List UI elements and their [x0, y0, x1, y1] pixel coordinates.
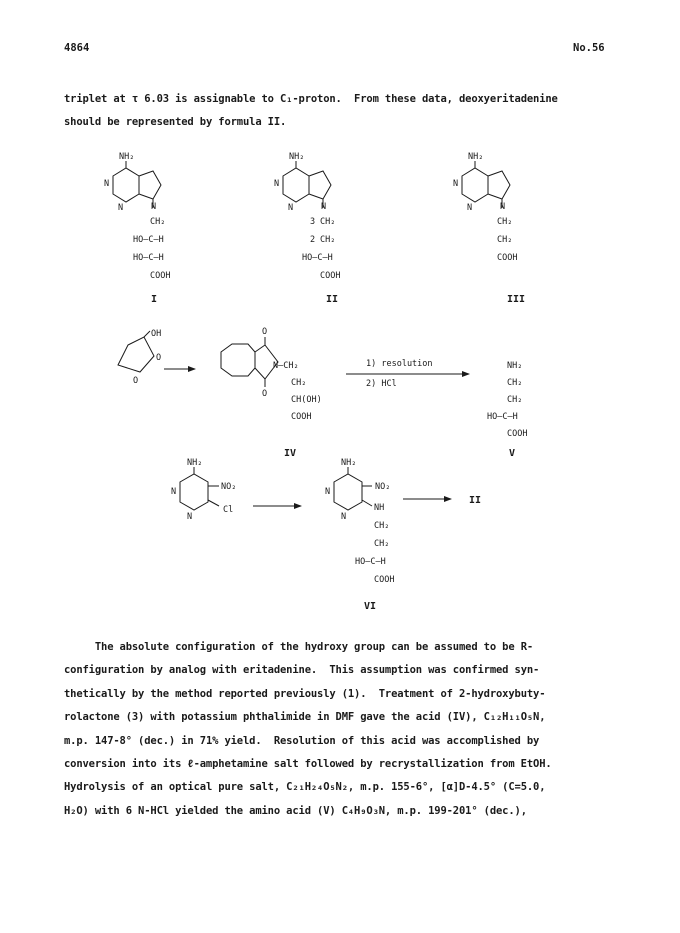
purine-ring-I — [113, 161, 161, 208]
chain-IV-c3: CH(OH) — [291, 395, 322, 405]
chain-VI-c3: CH₂ — [374, 539, 390, 549]
amino-label: NH₂ — [341, 458, 357, 468]
compound-label-IV: IV — [284, 448, 297, 459]
lactone-ring — [118, 331, 154, 372]
ring-nitrogen: N — [171, 487, 177, 497]
body-line: H₂O) with 6 N-HCl yielded the amino acid (V) C₄H₉O₃N, m.p. 199-201° (dec.), — [64, 804, 527, 817]
chain-IV-n: N–CH₂ — [273, 361, 299, 371]
ring-nitrogen: N — [500, 202, 506, 212]
chain-IV-c2: CH₂ — [291, 378, 307, 388]
body-line: The absolute configuration of the hydroxy group can be assumed to be R- — [64, 641, 534, 653]
body-line: Hydrolysis of an optical pure salt, C₂₁H₂₄O₅N₂, m.p. 155-6°, [α]D-4.5° (C=5.0, — [64, 781, 546, 794]
hydroxy-label: OH — [151, 329, 162, 339]
journal-issue: No.56 — [573, 42, 605, 54]
intro-line: should be represented by formula II. — [64, 116, 287, 129]
chain-II-c1: CH₂ — [320, 217, 336, 227]
compound-label-II: II — [326, 294, 339, 305]
ring-nitrogen: N — [341, 512, 347, 522]
ring-nitrogen: N — [187, 512, 193, 522]
chain-II-locant-2: 2 — [310, 235, 316, 245]
body-line: m.p. 147-8° (dec.) in 71% yield. Resolution of this acid was accomplished by — [64, 734, 540, 747]
intro-line: triplet at τ 6.03 is assignable to C₁-proton. From these data, deoxyeritadenine — [64, 93, 558, 105]
phthalimide-ring — [221, 337, 278, 387]
chain-I-c3: HO–C–H — [133, 253, 164, 263]
body-line: configuration by analog with eritadenine. This assumption was confirmed syn- — [64, 664, 540, 677]
chain-VI-nh: NH — [374, 503, 385, 513]
pyrimidine-ring-chloro — [180, 467, 219, 510]
body-line: conversion into its ℓ-amphetamine salt followed by recrystallization from EtOH. — [64, 758, 552, 771]
chain-I-c1: CH₂ — [150, 217, 166, 227]
ring-nitrogen: N — [118, 203, 124, 213]
compound-label-III: III — [507, 294, 526, 305]
imide-oxygen: O — [262, 327, 268, 337]
chain-VI-c4: HO–C–H — [355, 557, 386, 567]
ring-nitrogen: N — [151, 202, 157, 212]
compound-label-VI: VI — [364, 601, 377, 612]
ring-nitrogen: N — [325, 487, 331, 497]
amino-label: NH₂ — [468, 152, 484, 162]
amino-label: NH₂ — [187, 458, 203, 468]
chain-III-cooh: COOH — [497, 253, 518, 263]
ring-nitrogen: N — [321, 202, 327, 212]
chain-II-cooh: COOH — [320, 271, 341, 281]
chain-V-c2: CH₂ — [507, 378, 523, 388]
amino-label: NH₂ — [289, 152, 305, 162]
nitro-label: NO₂ — [221, 482, 237, 492]
imide-oxygen: O — [262, 389, 268, 399]
page-number: 4864 — [64, 42, 90, 54]
ring-oxygen: O — [133, 376, 139, 386]
chain-III-c1: CH₂ — [497, 217, 513, 227]
chain-V-nh2: NH₂ — [507, 361, 523, 371]
chain-III-c2: CH₂ — [497, 235, 513, 245]
ring-nitrogen: N — [104, 179, 110, 189]
chain-II-c2: CH₂ — [320, 235, 336, 245]
chain-II-locant-3: 3 — [310, 217, 316, 227]
ring-nitrogen: N — [288, 203, 294, 213]
carbonyl-oxygen: O — [156, 353, 162, 363]
chain-V-c3: CH₂ — [507, 395, 523, 405]
chain-I-c2: HO–C–H — [133, 235, 164, 245]
reagent-step-2: 2) HCl — [366, 379, 397, 389]
chain-VI-cooh: COOH — [374, 575, 395, 585]
ring-nitrogen: N — [274, 179, 280, 189]
chain-VI-c2: CH₂ — [374, 521, 390, 531]
body-paragraph — [64, 636, 624, 823]
chloro-label: Cl — [223, 505, 234, 515]
compound-label-V: V — [509, 448, 516, 459]
body-line: thetically by the method reported previously (1). Treatment of 2-hydroxybuty- — [64, 687, 546, 700]
chain-I-cooh: COOH — [150, 271, 171, 281]
ring-nitrogen: N — [453, 179, 459, 189]
purine-ring-III — [462, 161, 510, 208]
body-line: rolactone (3) with potassium phthalimide in DMF gave the acid (IV), C₁₂H₁₁O₅N, — [64, 711, 546, 724]
product-label-II: II — [469, 495, 482, 506]
ring-nitrogen: N — [467, 203, 473, 213]
pyrimidine-ring-VI — [334, 467, 372, 510]
chain-II-c3: HO–C–H — [302, 253, 333, 263]
reagent-step-1: 1) resolution — [366, 359, 433, 369]
amino-label: NH₂ — [119, 152, 135, 162]
purine-ring-II — [283, 161, 331, 208]
chain-IV-cooh: COOH — [291, 412, 312, 422]
nitro-label: NO₂ — [375, 482, 391, 492]
compound-label-I: I — [151, 294, 158, 305]
chain-V-cooh: COOH — [507, 429, 528, 439]
chain-V-c4: HO–C–H — [487, 412, 518, 422]
